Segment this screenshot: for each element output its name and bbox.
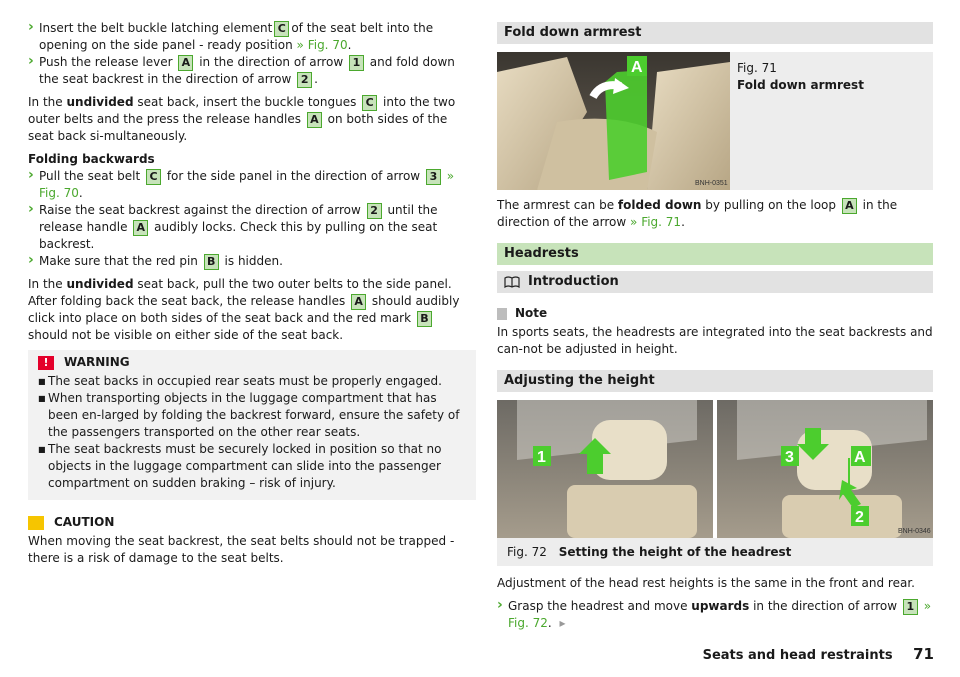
figure-72	[497, 400, 933, 566]
warning-icon: !	[38, 356, 54, 370]
note-header	[497, 305, 933, 322]
armrest-photo	[497, 52, 730, 190]
text: until the release handle	[39, 203, 438, 234]
key-3: 3	[426, 169, 441, 185]
step-insert-buckle: › Insert the belt buckle latching element C of the seat belt into the opening on the side panel - ready position » Fig. 70.	[28, 20, 476, 54]
figure-marker-3: 3	[785, 449, 794, 466]
continue-arrow-icon: ▸	[559, 616, 566, 630]
caution-box	[28, 514, 476, 567]
key-1: 1	[903, 599, 918, 615]
intro-bar	[497, 271, 933, 293]
figure-label: Fig. 71	[737, 61, 777, 75]
folding-heading: Folding backwards	[28, 152, 155, 166]
armrest-text: The armrest can be folded down by pulling on the loop A in the direction of the arrow » Fig. 71.	[497, 198, 898, 229]
text: in the direction of arrow	[753, 599, 898, 613]
text: on both sides of the seat back si-multaneously.	[28, 112, 448, 143]
section-title-adjust-height: Adjusting the height	[497, 370, 933, 392]
right-column	[497, 22, 933, 632]
text: into the two outer belts and the press the release handles	[28, 95, 456, 126]
caution-title: CAUTION	[54, 515, 115, 529]
caution-icon	[28, 516, 44, 530]
note-icon	[497, 308, 507, 320]
key-c: C	[362, 95, 377, 111]
note-text: In sports seats, the headrests are integrated into the seat backrests and can-not be adjusted in height.	[497, 325, 933, 356]
section-title-headrests: Headrests	[497, 243, 933, 265]
adjust-text: Adjustment of the head rest heights is the same in the front and rear.	[497, 576, 915, 590]
section-title-fold-armrest: Fold down armrest	[497, 22, 933, 44]
headrest-photo	[497, 400, 933, 538]
text: in the direction of the arrow	[497, 198, 898, 229]
warning-item: ■ The seat backs in occupied rear seats must be properly engaged.	[38, 373, 466, 390]
caution-text: When moving the seat backrest, the seat belts should not be trapped - there is a risk of damage to the seat belts.	[28, 534, 455, 565]
figure-marker-1: 1	[537, 449, 546, 466]
fig-link[interactable]: » Fig. 70	[39, 169, 455, 200]
bold-text: undivided	[66, 95, 134, 109]
text: of the seat belt into the opening on the side panel - ready position	[39, 21, 434, 52]
text: should not be visible on either side of the seat back.	[28, 328, 344, 342]
key-a: A	[307, 112, 322, 128]
key-2: 2	[367, 203, 382, 219]
text: In the	[28, 95, 63, 109]
bold-text: undivided	[66, 277, 134, 291]
text: should audibly click into place on both sides of the seat back and the red mark	[28, 294, 460, 325]
text: Grasp the headrest and move	[508, 599, 688, 613]
fig-link[interactable]: » Fig. 70	[296, 38, 348, 52]
step-grasp-headrest: › Grasp the headrest and move upwards in the direction of arrow 1 » Fig. 72. ▸	[497, 598, 933, 632]
figure-code: BNH-0351	[695, 180, 728, 187]
figure-marker-2: 2	[855, 509, 864, 526]
key-1: 1	[349, 55, 364, 71]
warning-header	[38, 354, 466, 371]
fig-link[interactable]: » Fig. 72	[508, 599, 932, 630]
key-b: B	[417, 311, 432, 327]
figure-title: Fold down armrest	[737, 78, 864, 92]
bold-text: folded down	[617, 198, 702, 212]
note-block	[497, 305, 933, 358]
text: seat back, insert the buckle tongues	[137, 95, 357, 109]
figure-title: Setting the height of the headrest	[558, 545, 792, 559]
intro-title: Introduction	[528, 274, 619, 289]
step-pull-belt: › Pull the seat belt C for the side panel in the direction of arrow 3 » Fig. 70.	[28, 168, 476, 202]
text: Make sure that the red pin	[39, 254, 198, 268]
text: Raise the seat backrest against the direction of arrow	[39, 203, 361, 217]
text: seat back, pull the two outer belts to the side panel. After folding back the seat back, the release handles	[28, 277, 452, 308]
figure-caption	[507, 544, 791, 561]
key-2: 2	[297, 72, 312, 88]
footer-section: Seats and head restraints	[702, 648, 893, 663]
figure-caption	[737, 60, 864, 94]
figure-label: Fig. 72	[507, 545, 547, 559]
text: Insert the belt buckle latching element	[39, 21, 273, 35]
text: Push the release lever	[39, 55, 173, 69]
page-number: 71	[913, 645, 934, 663]
key-c: C	[146, 169, 161, 185]
bold-text: upwards	[691, 599, 750, 613]
warning-title: WARNING	[64, 355, 130, 369]
key-c: C	[274, 21, 289, 37]
figure-code: BNH-0346	[898, 528, 931, 535]
caution-header	[28, 514, 476, 531]
text: The armrest can be	[497, 198, 615, 212]
warning-item: ■ When transporting objects in the luggage compartment that has been en-larged by folding the backrest forward, ensure the safety of the passengers transported on the other rear seats.	[38, 390, 466, 441]
note-title: Note	[515, 306, 548, 320]
step-check-pin	[28, 253, 476, 270]
text: audibly locks. Check this by pulling on the seat backrest.	[39, 220, 438, 251]
para-undivided-insert	[28, 94, 476, 145]
figure-marker-a: A	[854, 449, 866, 466]
text: and fold down the seat backrest in the direction of arrow	[39, 55, 455, 86]
left-column	[28, 20, 476, 567]
para-undivided-pull	[28, 276, 476, 344]
key-a: A	[842, 198, 857, 214]
text: In the	[28, 277, 63, 291]
text: is hidden.	[224, 254, 283, 268]
text: for the side panel in the direction of arrow	[166, 169, 421, 183]
key-a: A	[178, 55, 193, 71]
figure-71	[497, 52, 933, 190]
key-a: A	[133, 220, 148, 236]
text: by pulling on the loop	[705, 198, 836, 212]
fig-link[interactable]: » Fig. 71	[630, 215, 682, 229]
page-footer	[703, 646, 934, 664]
warning-box	[28, 350, 476, 500]
step-push-lever: › Push the release lever A in the direction of arrow 1 and fold down the seat backrest in the direction of arrow 2 .	[28, 54, 476, 88]
text: in the direction of arrow	[199, 55, 344, 69]
book-icon	[504, 276, 520, 288]
warning-item: ■ The seat backrests must be securely locked in position so that no objects in the luggage compartment can slide into the passenger compartment on sudden braking – risk of injury.	[38, 441, 466, 492]
figure-marker-a: A	[631, 59, 643, 76]
text: Pull the seat belt	[39, 169, 141, 183]
key-a: A	[351, 294, 366, 310]
step-raise-backrest	[28, 202, 476, 253]
key-b: B	[204, 254, 219, 270]
